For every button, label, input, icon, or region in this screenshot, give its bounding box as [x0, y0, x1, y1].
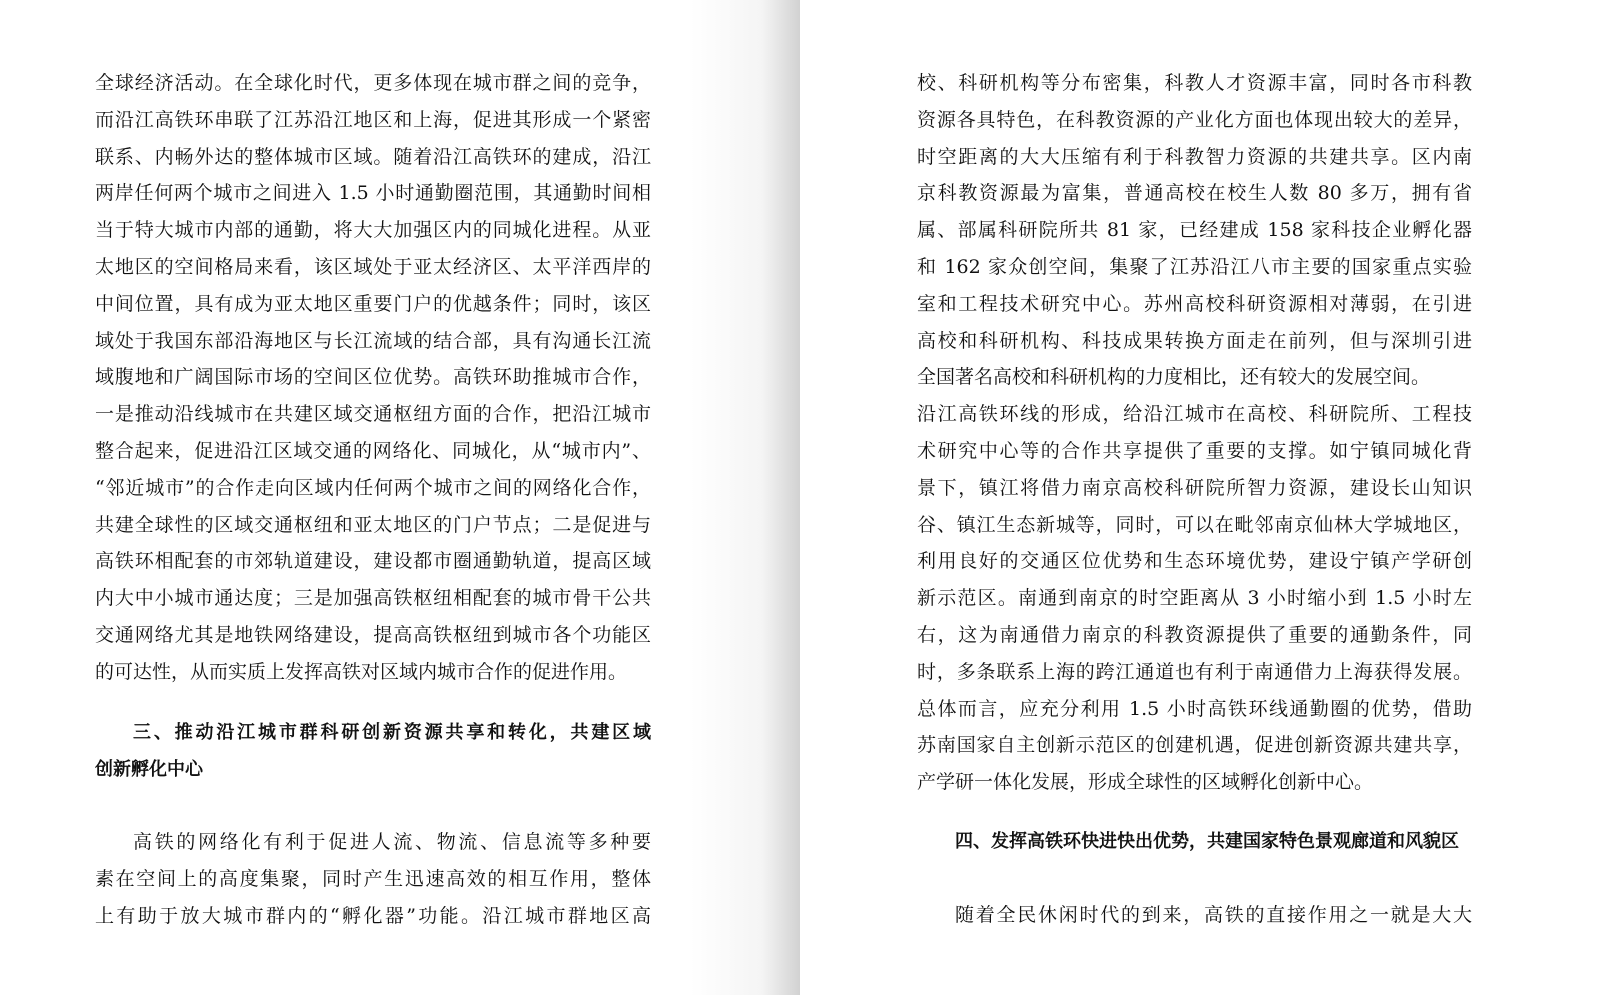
text-line: 利用良好的交通区位优势和生态环境优势，建设宁镇产学研创	[917, 550, 1472, 573]
right-page	[800, 0, 1600, 995]
text-line: 术研究中心等的合作共享提供了重要的支撑。如宁镇同城化背	[917, 439, 1472, 462]
text-line: 高校和科研机构、科技成果转换方面走在前列，但与深圳引进	[917, 329, 1472, 352]
text-line: 随着全民休闲时代的到来，高铁的直接作用之一就是大大	[955, 904, 1472, 926]
text-line: 新示范区。南通到南京的时空距离从 3 小时缩小到 1.5 小时左	[917, 587, 1472, 610]
text-line: 域处于我国东部沿海地区与长江流域的结合部，具有沟通长江流	[95, 329, 651, 352]
text-line: 内大中小城市通达度；三是加强高铁枢纽相配套的城市骨干公共	[95, 587, 651, 610]
left-paragraph-1	[95, 65, 651, 691]
text-line: 属、部属科研院所共 81 家，已经建成 158 家科技企业孵化器	[917, 219, 1472, 242]
text-line: 当于特大城市内部的通勤，将大大加强区内的同城化进程。从亚	[95, 219, 651, 242]
text-line: 苏南国家自主创新示范区的创建机遇，促进创新资源共建共享，	[917, 734, 1472, 757]
heading-line: 创新孵化中心	[95, 758, 203, 780]
text-line: 产学研一体化发展，形成全球性的区域孵化创新中心。	[917, 771, 1374, 794]
text-line: 中间位置，具有成为亚太地区重要门户的优越条件；同时，该区	[95, 292, 651, 315]
binding-shadow	[690, 0, 800, 995]
text-line: 高铁环相配套的市郊轨道建设，建设都市圈通勤轨道，提高区域	[95, 550, 651, 573]
text-line: 整合起来，促进沿江区域交通的网络化、同城化，从“城市内”、	[95, 439, 651, 462]
text-line: 的可达性，从而实质上发挥高铁对区域内城市合作的促进作用。	[95, 660, 628, 683]
text-line: 京科教资源最为富集，普通高校在校生人数 80 多万，拥有省	[917, 182, 1472, 205]
text-line: 右，这为南通借力南京的科教资源提供了重要的通勤条件，同	[917, 623, 1472, 646]
text-line: 室和工程技术研究中心。苏州高校科研资源相对薄弱，在引进	[917, 292, 1472, 315]
text-line: 交通网络尤其是地铁网络建设，提高高铁枢纽到城市各个功能区	[95, 623, 651, 646]
text-line: 校、科研机构等分布密集，科教人才资源丰富，同时各市科教	[917, 72, 1472, 94]
text-line: 素在空间上的高度集聚，同时产生迅速高效的相互作用，整体	[95, 867, 651, 890]
text-line: 时，多条联系上海的跨江通道也有利于南通借力上海获得发展。	[917, 660, 1472, 683]
text-line: 高铁的网络化有利于促进人流、物流、信息流等多种要	[133, 831, 651, 853]
text-line: 上有助于放大城市群内的“孵化器”功能。沿江城市群地区高	[95, 904, 651, 927]
heading-line: 三、推动沿江城市群科研创新资源共享和转化，共建区域	[133, 722, 651, 743]
section-heading-3	[95, 715, 651, 789]
text-line: 全国著名高校和科研机构的力度相比，还有较大的发展空间。	[917, 366, 1431, 389]
text-line: 时空距离的大大压缩有利于科教智力资源的共建共享。区内南	[917, 145, 1472, 168]
text-line: 总体而言，应充分利用 1.5 小时高铁环线通勤圈的优势，借助	[917, 697, 1472, 720]
text-line: 资源各具特色，在科教资源的产业化方面也体现出较大的差异，	[917, 108, 1472, 131]
text-line: “邻近城市”的合作走向区域内任何两个城市之间的网络化合作，	[95, 476, 651, 499]
text-line: 景下，镇江将借力南京高校科研院所智力资源，建设长山知识	[917, 476, 1472, 499]
right-paragraph-2	[917, 897, 1472, 934]
text-line: 两岸任何两个城市之间进入 1.5 小时通勤圈范围，其通勤时间相	[95, 182, 651, 205]
text-line: 太地区的空间格局来看，该区域处于亚太经济区、太平洋西岸的	[95, 255, 651, 278]
text-line: 联系、内畅外达的整体城市区域。随着沿江高铁环的建成，沿江	[95, 145, 651, 168]
text-line: 域腹地和广阔国际市场的空间区位优势。高铁环助推城市合作，	[95, 366, 651, 389]
text-line: 全球经济活动。在全球化时代，更多体现在城市群之间的竞争，	[95, 72, 651, 94]
left-paragraph-2	[95, 824, 651, 934]
text-line: 和 162 家众创空间，集聚了江苏沿江八市主要的国家重点实验	[917, 255, 1472, 278]
text-line: 一是推动沿线城市在共建区域交通枢纽方面的合作，把沿江城市	[95, 403, 651, 426]
text-line: 共建全球性的区域交通枢纽和亚太地区的门户节点；二是促进与	[95, 513, 651, 536]
right-paragraph-1	[917, 65, 1472, 801]
section-heading-4	[917, 824, 1472, 861]
text-line: 而沿江高铁环串联了江苏沿江地区和上海，促进其形成一个紧密	[95, 108, 651, 131]
heading-line: 四、发挥高铁环快进快出优势，共建国家特色景观廊道和风貌区	[955, 831, 1459, 852]
text-line: 谷、镇江生态新城等，同时，可以在毗邻南京仙林大学城地区，	[917, 513, 1472, 536]
text-line: 沿江高铁环线的形成，给沿江城市在高校、科研院所、工程技	[917, 403, 1472, 426]
